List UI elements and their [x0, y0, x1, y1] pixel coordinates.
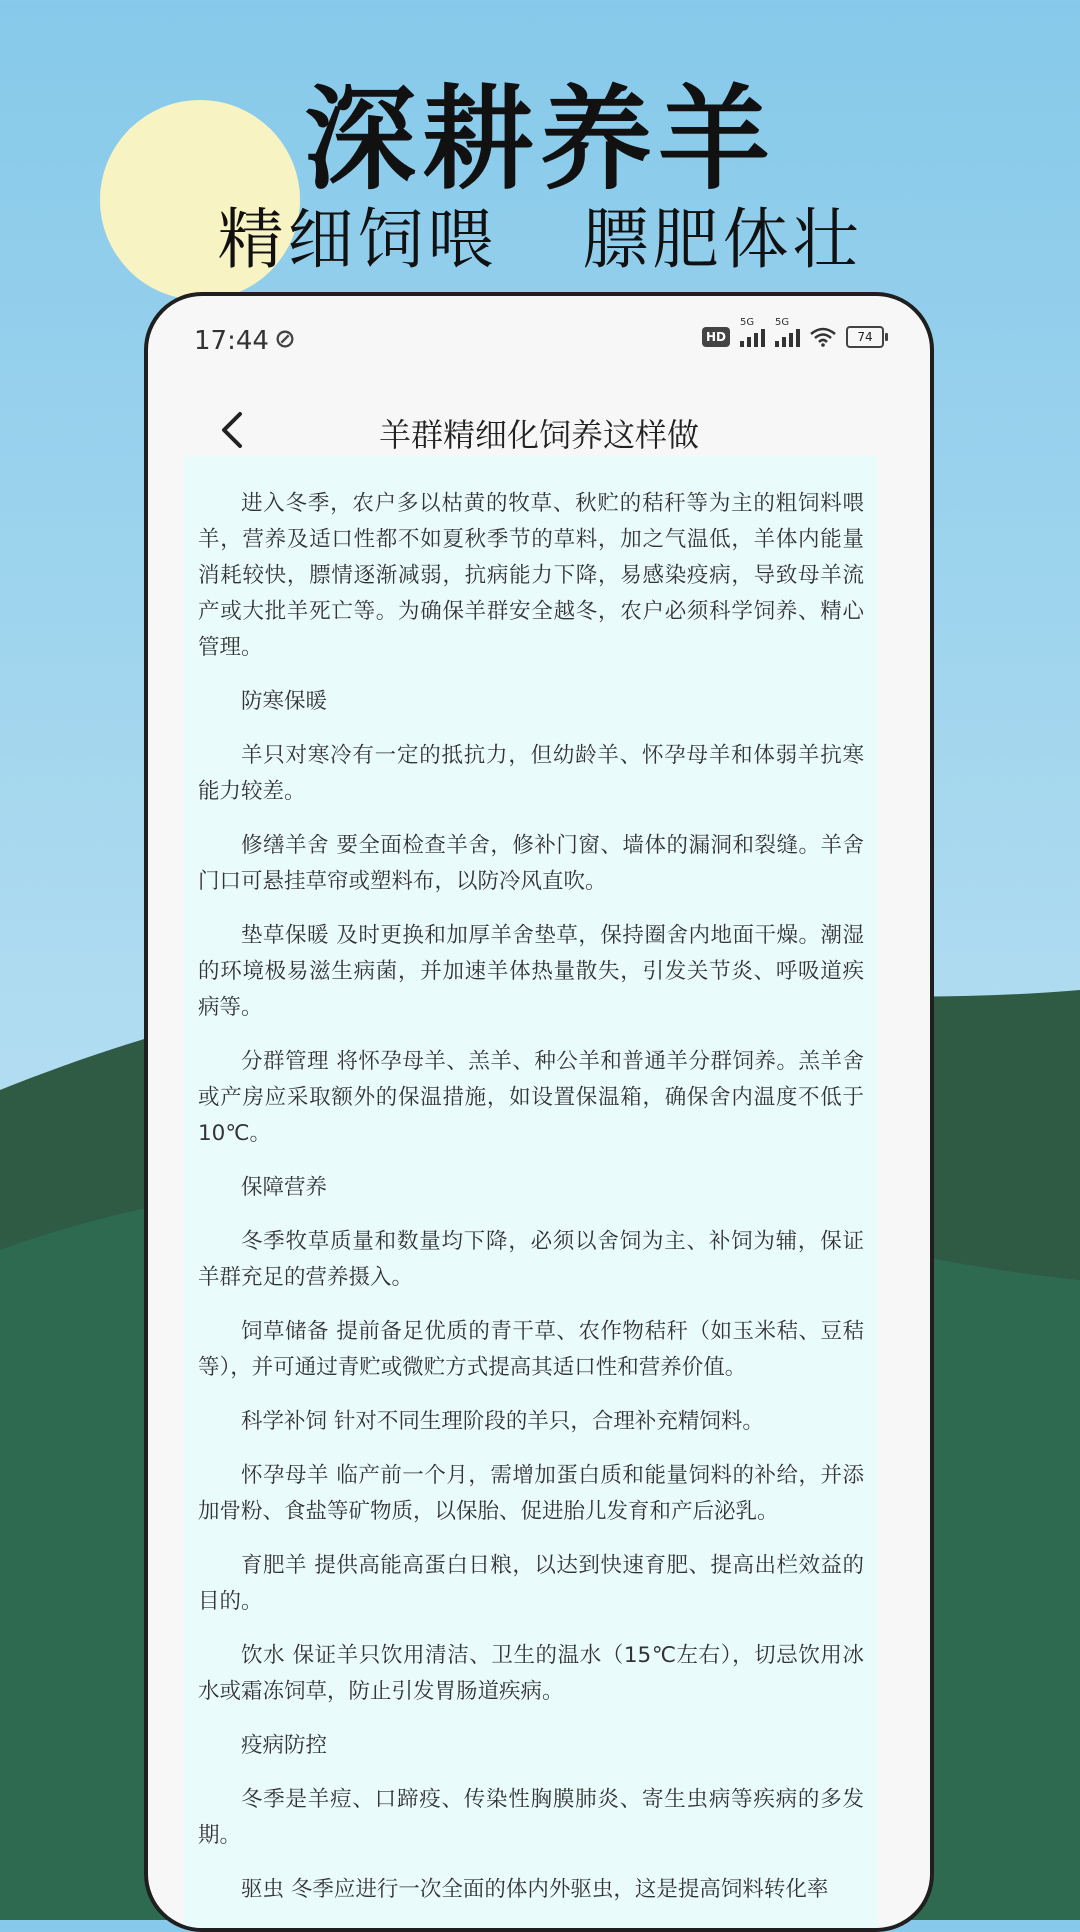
phone-frame — [144, 292, 934, 1932]
signal-icon-2 — [775, 317, 800, 347]
article-paragraph: 科学补饲 针对不同生理阶段的羊只，合理补充精饲料。 — [241, 1409, 764, 1434]
section-heading: 保障营养 — [241, 1175, 328, 1200]
section-heading: 防寒保暖 — [241, 689, 328, 714]
article-paragraph: 修缮羊舍 要全面检查羊舍，修补门窗、墙体的漏洞和裂缝。羊舍门口可悬挂草帘或塑料布，以防冷风直吹。 — [198, 833, 864, 894]
sync-icon — [274, 328, 296, 350]
article-paragraph: 怀孕母羊 临产前一个月，需增加蛋白质和能量饲料的补给，并添加骨粉、食盐等矿物质，以保胎、促进胎儿发育和产后泌乳。 — [198, 1463, 864, 1524]
wifi-icon — [810, 327, 836, 347]
status-icons — [702, 317, 884, 348]
article-paragraph: 育肥羊 提供高能高蛋白日粮，以达到快速育肥、提高出栏效益的目的。 — [198, 1553, 864, 1614]
promo-title: 深耕养羊 — [304, 75, 776, 205]
battery-icon: 74 — [846, 326, 884, 348]
promo-subtitle: 精细饲喂 膘肥体壮 — [217, 201, 863, 278]
article-paragraph: 垫草保暖 及时更换和加厚羊舍垫草，保持圈舍内地面干燥。潮湿的环境极易滋生病菌，并加速羊体热量散失，引发关节炎、呼吸道疾病等。 — [198, 923, 864, 1020]
network-label-2: 5G — [775, 317, 790, 328]
network-label-1: 5G — [740, 317, 755, 328]
article-paragraph: 驱虫 冬季应进行一次全面的体内外驱虫，这是提高饲料转化率 — [241, 1877, 829, 1902]
article-paragraph: 冬季是羊痘、口蹄疫、传染性胸膜肺炎、寄生虫病等疾病的多发期。 — [198, 1787, 864, 1848]
status-time: 17:44 — [194, 326, 269, 356]
article-paragraph: 饲草储备 提前备足优质的青干草、农作物秸秆（如玉米秸、豆秸等），并可通过青贮或微贮方式提高其适口性和营养价值。 — [198, 1319, 864, 1380]
article-paragraph: 饮水 保证羊只饮用清洁、卫生的温水（15℃左右），切忌饮用冰水或霜冻饲草，防止引发胃肠道疾病。 — [198, 1643, 864, 1704]
article-paragraph: 分群管理 将怀孕母羊、羔羊、种公羊和普通羊分群饲养。羔羊舍或产房应采取额外的保温措施，如设置保温箱，确保舍内温度不低于10℃。 — [198, 1049, 864, 1146]
section-heading: 疫病防控 — [241, 1733, 328, 1758]
page-title: 羊群精细化饲养这样做 — [378, 416, 699, 454]
article-paragraph: 羊只对寒冷有一定的抵抗力，但幼龄羊、怀孕母羊和体弱羊抗寒能力较差。 — [198, 743, 864, 804]
signal-icon-1 — [740, 317, 765, 347]
status-bar — [148, 296, 930, 386]
article-body[interactable] — [184, 456, 878, 1932]
article-paragraph: 冬季牧草质量和数量均下降，必须以舍饲为主、补饲为辅，保证羊群充足的营养摄入。 — [198, 1229, 864, 1290]
article-paragraph: 进入冬季，农户多以枯黄的牧草、秋贮的秸秆等为主的粗饲料喂羊，营养及适口性都不如夏秋季节的草料，加之气温低，羊体内能量消耗较快，膘情逐渐减弱，抗病能力下降，易感染疫病，导致母羊流产或大批羊死亡等。为确保羊群安全越冬，农户必须科学饲养、精心管理。 — [198, 491, 864, 660]
hd-icon: HD — [702, 327, 730, 347]
